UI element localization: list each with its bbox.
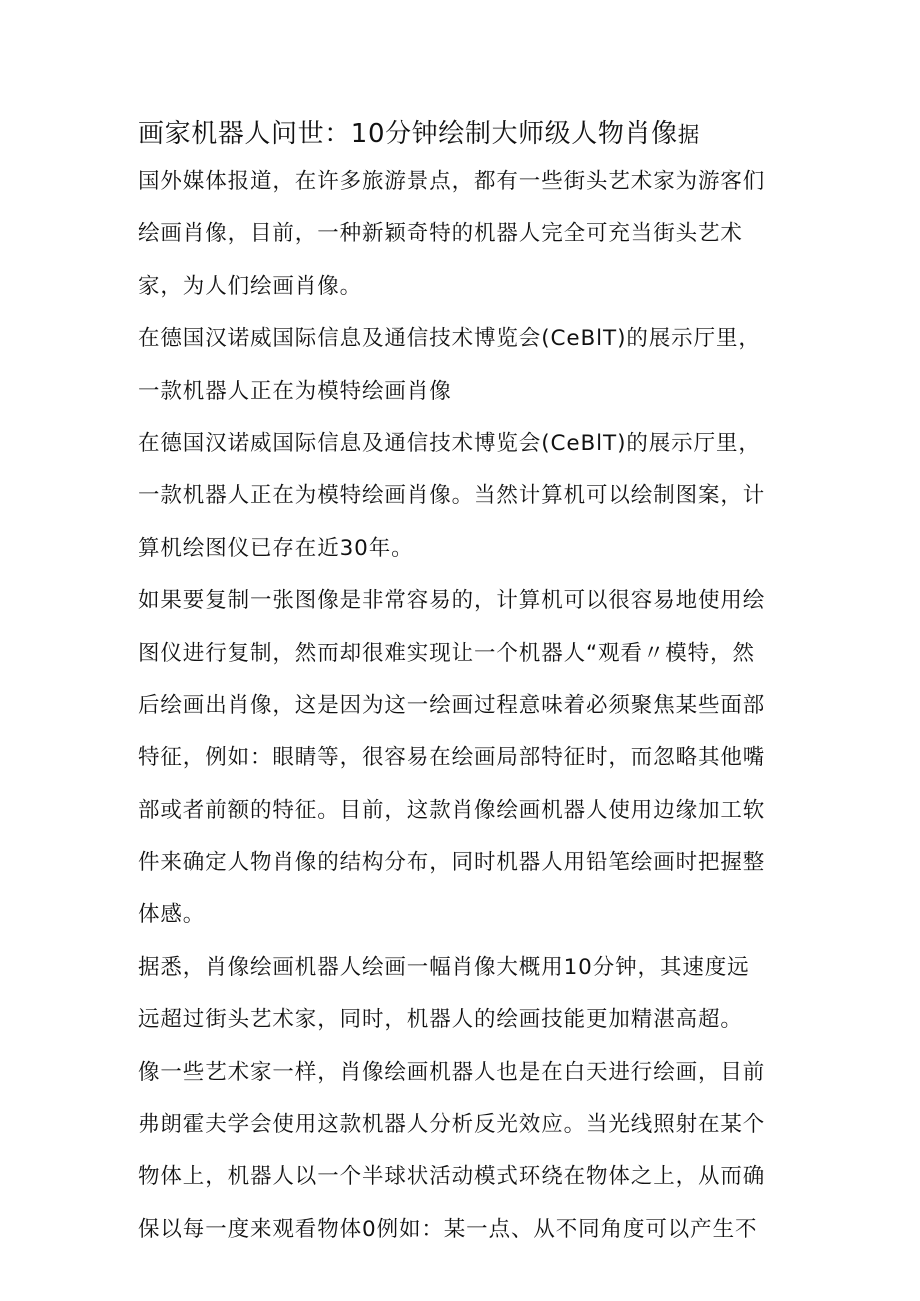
text-line: 像一些艺术家一样，肖像绘画机器人也是在白天进行绘画，目前 bbox=[138, 1059, 766, 1085]
text-line: 弗朗霍夫学会使用这款机器人分析反光效应。当光线照射在某个 bbox=[138, 1112, 766, 1138]
text-line: 绘画肖像，目前，一种新颖奇特的机器人完全可充当街头艺术 bbox=[138, 221, 743, 247]
article-body bbox=[138, 112, 798, 1256]
text-line: 一款机器人正在为模特绘画肖像 bbox=[138, 378, 452, 404]
text-line: 在德国汉诺威国际信息及通信技术博览会(CeBlT)的展示厅里， bbox=[138, 326, 761, 352]
article-title-line bbox=[138, 112, 798, 156]
text-line: 件来确定人物肖像的结构分布，同时机器人用铅笔绘画时把握整 bbox=[138, 850, 766, 876]
text-line: 一款机器人正在为模特绘画肖像。当然计算机可以绘制图案，计 bbox=[138, 483, 766, 509]
text-line: 部或者前额的特征。目前，这款肖像绘画机器人使用边缘加工软 bbox=[138, 797, 766, 823]
title-line-continuation: 据 bbox=[677, 123, 701, 148]
text-line: 远超过街头艺术家，同时，机器人的绘画技能更加精湛高超。 bbox=[138, 1007, 743, 1033]
text-line: 据悉，肖像绘画机器人绘画一幅肖像大概用10分钟，其速度远 bbox=[138, 954, 750, 980]
text-line: 算机绘图仪已存在近30年。 bbox=[138, 535, 414, 561]
text-line: 特征，例如：眼睛等，很容易在绘画局部特征时，而忽略其他嘴 bbox=[138, 745, 766, 771]
text-line: 在德国汉诺威国际信息及通信技术博览会(CeBlT)的展示厅里， bbox=[138, 430, 761, 456]
article-title: 画家机器人问世：10分钟绘制大师级人物肖像 bbox=[138, 119, 678, 149]
text-line: 图仪进行复制，然而却很难实现让一个机器人“观看〃模特，然 bbox=[138, 640, 755, 666]
text-line: 国外媒体报道，在许多旅游景点，都有一些街头艺术家为游客们 bbox=[138, 169, 766, 194]
text-line: 家，为人们绘画肖像。 bbox=[138, 273, 363, 299]
text-line: 如果要复制一张图像是非常容易的，计算机可以很容易地使用绘 bbox=[138, 588, 766, 614]
text-line: 后绘画出肖像，这是因为这一绘画过程意味着必须聚焦某些面部 bbox=[138, 692, 766, 718]
text-line: 保以每一度来观看物体0例如：某一点、从不同角度可以产生不 bbox=[138, 1216, 758, 1242]
text-line: 物体上，机器人以一个半球状活动模式环绕在物体之上，从而确 bbox=[138, 1164, 766, 1190]
text-line: 体感。 bbox=[138, 902, 206, 928]
